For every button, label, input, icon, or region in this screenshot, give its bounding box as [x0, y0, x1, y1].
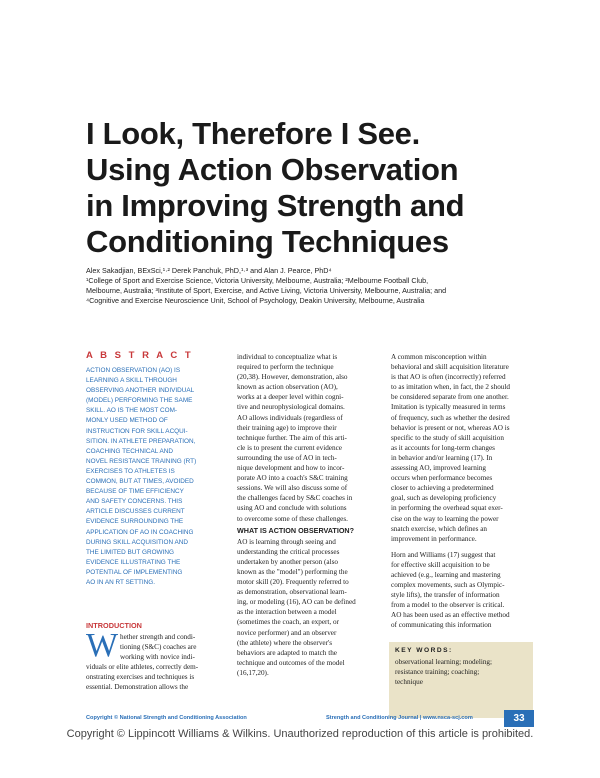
- text-line: EXERCISES TO ATHLETES IS: [86, 467, 175, 475]
- text-line: EVIDENCE SURROUNDING THE: [86, 518, 184, 526]
- text-line: essential. Demonstration allows the: [86, 683, 189, 692]
- introduction-heading: INTRODUCTION: [86, 621, 142, 630]
- section-heading-what-is-ao: WHAT IS ACTION OBSERVATION?: [237, 525, 354, 535]
- text-line: cise on the way to learning the power: [391, 514, 499, 523]
- text-line: OBSERVING ANOTHER INDIVIDUAL: [86, 387, 195, 395]
- title-line: I Look, Therefore I See.: [86, 116, 420, 151]
- text-line: to as imitation when, in fact, the 2 should: [391, 383, 510, 392]
- text-line: AO has been used as an effective method: [391, 611, 510, 620]
- text-line: style lifts), the transfer of information: [391, 591, 500, 600]
- text-line: goal, such as developing proficiency: [391, 494, 497, 503]
- abstract: [86, 350, 222, 588]
- text-line: technique further. The aim of this arti-: [237, 433, 347, 442]
- text-line: (20,38). However, demonstration, also: [237, 373, 348, 382]
- text-line: of communicating this information: [391, 621, 492, 630]
- text-line: as the interaction between a model: [237, 608, 337, 617]
- text-line: as demonstration, observational learn-: [237, 588, 347, 597]
- text-line: technique and outcomes of the model: [237, 658, 345, 667]
- text-line: cle is to present the current evidence: [237, 443, 342, 452]
- text-line: LEARNING A SKILL THROUGH: [86, 377, 177, 385]
- text-line: NOVEL RESISTANCE TRAINING (RT): [86, 457, 197, 465]
- text-line: viduals or elite athletes, correctly dem-: [86, 663, 199, 672]
- text-line: porate AO into a coach's S&C training: [237, 474, 348, 483]
- text-line: tioning (S&C) coaches are: [120, 643, 197, 652]
- text-line: COMMON, BUT AT TIMES, AVOIDED: [86, 478, 194, 486]
- text-line: works at a deeper level within cogni-: [237, 393, 344, 402]
- text-line: their training age) to improve their: [237, 423, 337, 432]
- text-line: of frequency, such as whether the desired: [391, 413, 510, 422]
- title-line: Conditioning Techniques: [86, 224, 449, 259]
- keywords-box: [389, 642, 533, 718]
- text-line: AND SAFETY CONCERNS. THIS: [86, 498, 183, 506]
- text-line: behaviors are adapted to match the: [237, 648, 337, 657]
- footer-copyright: Copyright © National Strength and Conditioning Association: [86, 715, 247, 721]
- text-line: to overcome some of these challenges.: [237, 514, 348, 523]
- text-line: occurs when performance becomes: [391, 474, 493, 483]
- text-line: required to perform the technique: [237, 363, 334, 372]
- abstract-heading: A B S T R A C T: [86, 350, 194, 361]
- text-line: known as action observation (AO),: [237, 383, 338, 392]
- page-number: 33: [504, 710, 534, 727]
- text-line: improvement in performance.: [391, 534, 477, 543]
- text-line: nique development and how to incor-: [237, 464, 345, 473]
- drop-cap: W: [86, 627, 119, 664]
- column-2-paragraph: [237, 352, 379, 524]
- text-line: known as the "model") performing the: [237, 567, 348, 576]
- text-line: BECAUSE OF TIME EFFICIENCY: [86, 488, 184, 496]
- text-line: surrounding the use of AO in tech-: [237, 453, 337, 462]
- text-line: onstrating exercises and techniques is: [86, 673, 195, 682]
- text-line: Horn and Williams (17) suggest that: [391, 550, 496, 559]
- article-title: [86, 116, 546, 260]
- text-line: A common misconception within: [391, 353, 487, 361]
- text-line: ARTICLE DISCUSSES CURRENT: [86, 508, 185, 516]
- text-line: AO is learning through seeing and: [237, 537, 336, 546]
- text-line: (MODEL) PERFORMING THE SAME: [86, 397, 193, 405]
- text-line: SKILL. AO IS THE MOST COM-: [86, 407, 178, 415]
- text-line: specific to the study of skill acquisition: [391, 433, 504, 442]
- text-line: closer to achieving a predetermined: [391, 484, 494, 493]
- text-line: in behavior and/or learning (17). In: [391, 453, 493, 462]
- affiliation-line: ⁴Cognitive and Exercise Neuroscience Unit, School of Psychology, Deakin University, Melbourne, Australia: [86, 296, 425, 305]
- text-line: assessing AO, improved learning: [391, 464, 487, 473]
- text-line: as it accounts for long-term changes: [391, 443, 495, 452]
- text-line: POTENTIAL OF IMPLEMENTING: [86, 568, 183, 576]
- text-line: undertaken by another person (also: [237, 557, 338, 566]
- keywords-line: resistance training; coaching;: [395, 668, 480, 676]
- text-line: THE LIMITED BUT GROWING: [86, 548, 174, 556]
- text-line: INSTRUCTION FOR SKILL ACQUI-: [86, 427, 188, 435]
- keywords-line: observational learning; modeling;: [395, 658, 493, 666]
- text-line: is that AO is often (incorrectly) referred: [391, 373, 506, 382]
- author-names: Alex Sakadjian, BExSci,¹·² Derek Panchuk, PhD,¹·³ and Alan J. Pearce, PhD⁴: [86, 266, 332, 275]
- column-3-paragraph: [391, 550, 533, 631]
- author-block: [86, 266, 556, 306]
- column-3-paragraph: [391, 352, 533, 544]
- text-line: behavior is present or not, whereas AO is: [391, 423, 510, 432]
- text-line: APPLICATION OF AO IN COACHING: [86, 528, 194, 536]
- text-line: COACHING TECHNICAL AND: [86, 447, 173, 455]
- column-2: [237, 352, 379, 678]
- text-line: ACTION OBSERVATION (AO) IS: [86, 367, 181, 374]
- text-line: SITION. IN ATHLETE PREPARATION,: [86, 437, 196, 445]
- keywords-line: technique: [395, 678, 423, 686]
- text-line: (the athlete) where the observer's: [237, 638, 333, 647]
- text-line: for effective skill acquisition to be: [391, 560, 490, 569]
- text-line: MONLY USED METHOD OF: [86, 417, 168, 425]
- text-line: AO IN AN RT SETTING.: [86, 578, 156, 586]
- title-line: in Improving Strength and: [86, 188, 465, 223]
- text-line: the challenges faced by S&C coaches in: [237, 494, 353, 503]
- text-line: ing, or modeling (16), AO can be defined: [237, 598, 356, 607]
- text-line: working with novice indi-: [120, 653, 195, 662]
- text-line: from a model to the observer is critical.: [391, 601, 505, 610]
- keywords-heading: KEY WORDS:: [395, 647, 453, 654]
- text-line: (sometimes the coach, an expert, or: [237, 618, 339, 627]
- text-line: (16,17,20).: [237, 668, 269, 677]
- affiliation-line: Melbourne, Australia; ³Institute of Sport, Exercise, and Active Living, Victoria University, Melbourne, Australia; and: [86, 286, 447, 295]
- column-3: [391, 352, 533, 631]
- text-line: Imitation is typically measured in terms: [391, 403, 506, 412]
- copyright-notice: Copyright © Lippincott Williams & Wilkins. Unauthorized reproduction of this article is prohibited.: [66, 728, 534, 740]
- affiliation-line: ¹College of Sport and Exercise Science, Victoria University, Melbourne, Australia; ²Melbourne Football Club,: [86, 276, 429, 285]
- text-line: tive and neurophysiological domains.: [237, 403, 345, 412]
- text-line: motor skill (20). Frequently referred to: [237, 578, 349, 587]
- text-line: sessions. We will also discuss some of: [237, 484, 348, 493]
- text-line: understanding the critical processes: [237, 547, 340, 556]
- text-line: DURING SKILL ACQUISITION AND: [86, 538, 189, 546]
- text-line: complex movements, such as Olympic-: [391, 581, 505, 590]
- column-2-paragraph: [237, 537, 379, 678]
- text-line: achieved (e.g., learning and mastering: [391, 570, 501, 579]
- text-line: EVIDENCE ILLUSTRATING THE: [86, 558, 181, 566]
- text-line: in performing the overhead squat exer-: [391, 504, 503, 513]
- abstract-body: [86, 366, 222, 588]
- text-line: individual to conceptualize what is: [237, 353, 338, 361]
- text-line: hether strength and condi-: [120, 633, 196, 641]
- introduction-text: [86, 627, 222, 693]
- text-line: AO allows individuals (regardless of: [237, 413, 343, 422]
- title-line: Using Action Observation: [86, 152, 459, 187]
- footer-journal: Strength and Conditioning Journal | www.nsca-scj.com: [326, 715, 473, 721]
- text-line: be considered separate from one another.: [391, 393, 509, 402]
- text-line: snatch exercise, which defines an: [391, 524, 487, 533]
- text-line: behavioral and skill acquisition literature: [391, 363, 509, 372]
- text-line: novice performer) and an observer: [237, 628, 337, 637]
- text-line: using AO and conclude with solutions: [237, 504, 347, 513]
